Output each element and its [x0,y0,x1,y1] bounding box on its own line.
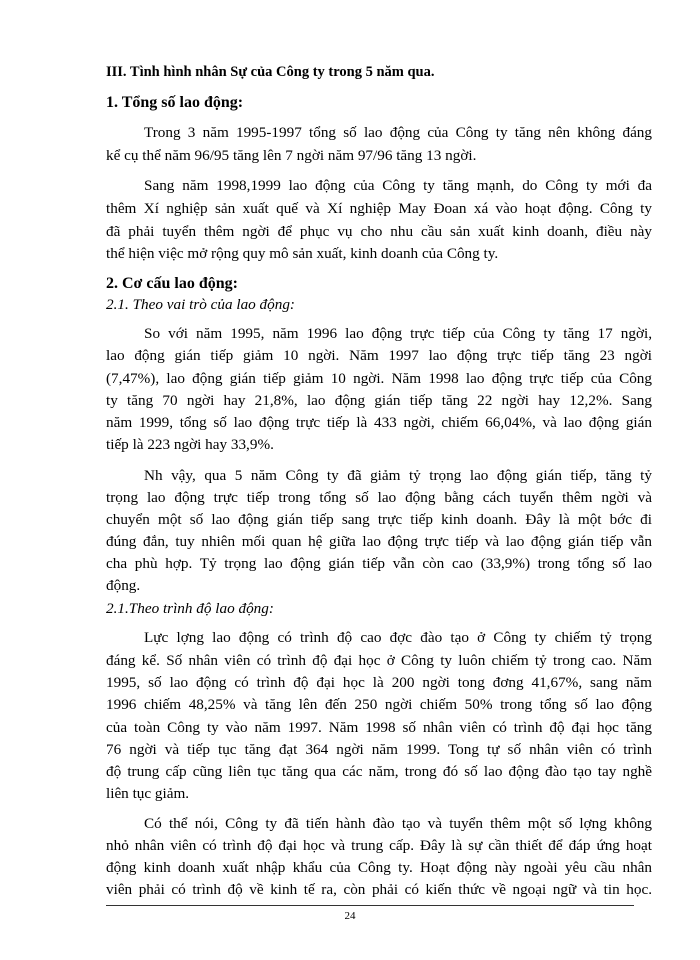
paragraph-line: viên phải có trình độ về kinh tế ra, còn phải có kiến thức về ngoại ngữ và tin học. [106,881,652,898]
paragraph-line: (7,47%), lao động gián tiếp giảm 10 ngời. Năm 1998 lao động trực tiếp của Công [106,370,652,387]
paragraph-line: liên tục giảm. [106,785,190,802]
paragraph-line: cha phù hợp. Tỷ trọng lao động gián tiếp vẫn còn cao (33,9%) trong tổng số lao [106,555,652,572]
heading-total-labor: 1. Tổng số lao động: [106,94,244,111]
paragraph-line: 1996 chiếm 48,25% và tăng lên đến 250 ngời chiếm 50% trong tổng số lao động [106,696,652,713]
footer-rule [106,905,634,906]
subheading-by-qualification: 2.1.Theo trình độ lao động: [106,600,274,617]
paragraph-line: Trong 3 năm 1995-1997 tổng số lao động của Công ty tăng nên không đáng [144,124,652,141]
page-number: 24 [344,910,356,922]
paragraph-line: chuyển một số lao động gián tiếp sang trực tiếp kinh doanh. Đây là một bớc đi [106,511,652,528]
section-title: III. Tình hình nhân Sự của Công ty trong 5 năm qua. [106,64,435,80]
paragraph-line: Lực lợng lao động có trình độ cao đợc đào tạo ở Công ty chiếm tỷ trọng [144,629,652,646]
paragraph-line: của toàn Công ty vào năm 1997. Năm 1998 số nhân viên có trình độ đại học tăng [106,719,652,736]
heading-labor-structure: 2. Cơ cấu lao động: [106,275,238,292]
paragraph-line: Có thể nói, Công ty đã tiến hành đào tạo và tuyển thêm một số lợng không [144,815,652,832]
paragraph-line: Nh vậy, qua 5 năm Công ty đã giảm tỷ trọng lao động gián tiếp, tăng tỷ [144,467,652,484]
paragraph-line: lao động gián tiếp giảm 10 ngời. Năm 1997 lao động trực tiếp tăng 23 ngời [106,347,652,364]
paragraph-line: Sang năm 1998,1999 lao động của Công ty tăng mạnh, do Công ty mới đa [144,177,652,194]
paragraph-line: đúng đắn, tuy nhiên mối quan hệ giữa lao động trực tiếp và lao động gián tiếp vẫn [106,533,652,550]
paragraph-line: tiếp là 223 ngời hay 33,9%. [106,436,274,453]
paragraph-line: đã phải tuyển thêm ngời để phục vụ cho nhu cầu sản xuất kinh doanh, điều này [106,223,652,240]
paragraph-line: thêm Xí nghiệp sản xuất quế và Xí nghiệp May Đoan xá vào hoạt động. Công ty [106,200,652,217]
paragraph-line: 76 ngời và tiếp tục tăng đạt 364 ngời năm 1999. Tong tự số nhân viên có trình [106,741,652,758]
paragraph-line: ty tăng 70 ngời hay 21,8%, lao động gián tiếp tăng 22 ngời hay 12,2%. Sang [106,392,652,409]
paragraph-line: nhỏ nhân viên có trình độ đại học và trung cấp. Đây là sự cần thiết để đáp ứng hoạt [106,837,652,854]
paragraph-line: So với năm 1995, năm 1996 lao động trực tiếp của Công ty tăng 17 ngời, [144,325,652,342]
paragraph-line: thể hiện việc mở rộng quy mô sản xuất, kinh doanh của Công ty. [106,245,499,262]
paragraph-line: năm 1999, tổng số lao động trực tiếp là 433 ngời, chiếm 66,04%, và lao động gián [106,414,652,431]
paragraph-line: động kinh doanh xuất nhập khẩu của Công ty. Hoạt động này ngoài yêu cầu nhân [106,859,652,876]
paragraph-line: kể cụ thể năm 96/95 tăng lên 7 ngời năm 97/96 tăng 13 ngời. [106,147,477,164]
paragraph-line: đáng kể. Số nhân viên có trình độ đại học ở Công ty luôn chiếm tỷ trong cao. Năm [106,652,652,669]
paragraph-line: 1995, số lao động có trình độ đại học là 200 ngời tong đơng 41,67%, sang năm [106,674,652,691]
paragraph-line: độ trung cấp cũng liên tục tăng qua các năm, trong đó số lao động đào tạo tay nghề [106,763,652,780]
paragraph-line: động. [106,577,141,594]
paragraph-line: trọng lao động trực tiếp trong tổng số lao động bằng cách tuyển thêm ngời và [106,489,652,506]
subheading-by-role: 2.1. Theo vai trò của lao động: [106,296,295,313]
